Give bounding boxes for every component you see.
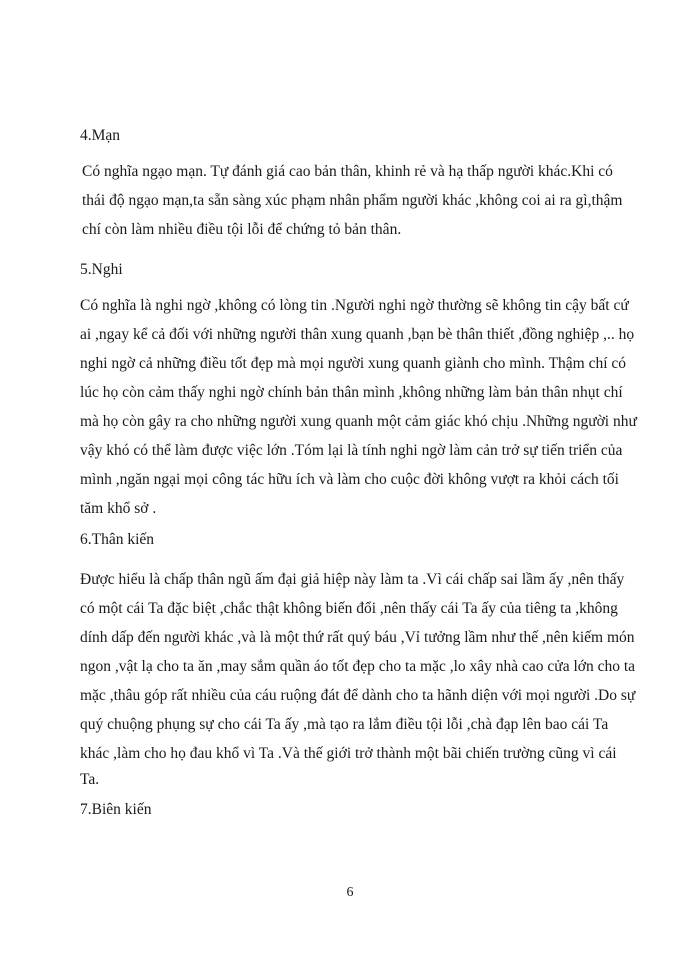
paragraph-line: Có nghĩa là nghi ngờ ,không có lòng tin .Người nghi ngờ thường sẽ không tin cậy bất cứ: [80, 297, 629, 314]
paragraph-line: nghi ngờ cả những điều tốt đẹp mà mọi người xung quanh giành cho mình. Thậm chí có: [80, 355, 627, 372]
paragraph-line: mà họ còn gây ra cho những người xung quanh một cảm giác khó chịu .Những người như: [80, 413, 637, 430]
paragraph-line: mình ,ngăn ngại mọi công tác hữu ích và làm cho cuộc đời không vượt ra khỏi cách tối: [80, 471, 619, 488]
paragraph-line: ai ,ngay kể cả đối với những người thân xung quanh ,bạn bè thân thiết ,đồng nghiệp ,.. họ: [80, 326, 635, 343]
section-heading-7: 7.Biên kiến: [80, 801, 152, 818]
paragraph-line: thái độ ngạo mạn,ta sẵn sàng xúc phạm nhân phẩm người khác ,không coi ai ra gì,thậm: [82, 192, 623, 209]
paragraph-line: dính dấp đến người khác ,và là một thứ rất quý báu ,Vỉ tưởng lầm như thế ,nên kiếm món: [80, 629, 635, 646]
paragraph-line: chí còn làm nhiều điều tội lỗi để chứng tỏ bản thân.: [82, 221, 402, 238]
paragraph-line: Có nghĩa ngạo mạn. Tự đánh giá cao bản thân, khinh rẻ và hạ thấp người khác.Khi có: [82, 163, 613, 180]
paragraph-line: Ta.: [80, 771, 100, 788]
paragraph-line: tăm khổ sở .: [80, 500, 157, 517]
paragraph-line: mặc ,thâu góp rất nhiều của cáu ruộng đát để dành cho ta hãnh diện với mọi người .Do sự: [80, 687, 636, 704]
paragraph-line: khác ,làm cho họ đau khổ vì Ta .Và thế giới trở thành một bãi chiến trường cũng vì cái: [80, 745, 617, 762]
section-heading-6: 6.Thân kiến: [80, 531, 155, 548]
section-heading-4: 4.Mạn: [80, 127, 121, 144]
paragraph-line: vậy khó có thể làm được việc lớn .Tóm lại là tính nghi ngờ làm cản trở sự tiến triển của: [80, 442, 623, 459]
page-number: 6: [346, 885, 354, 900]
paragraph-line: Được hiểu là chấp thân ngũ ấm đại giả hiệp này làm ta .Vì cái chấp sai lầm ấy ,nên thấy: [80, 571, 625, 588]
paragraph-line: lúc họ còn cảm thấy nghi ngờ chính bản thân mình ,không những làm bản thân nhụt chí: [80, 384, 623, 401]
paragraph-line: quý chuộng phụng sự cho cái Ta ấy ,mà tạo ra lắm điều tội lỗi ,chà đạp lên bao cái Ta: [80, 716, 609, 733]
paragraph-line: ngon ,vật lạ cho ta ăn ,may sắm quần áo tốt đẹp cho ta mặc ,lo xây nhà cao cửa lớn cho ta: [80, 658, 636, 675]
paragraph-line: có một cái Ta đặc biệt ,chắc thật không biến đổi ,nên thấy cái Ta ấy của tiêng ta ,không: [80, 600, 618, 617]
section-heading-5: 5.Nghi: [80, 261, 123, 278]
